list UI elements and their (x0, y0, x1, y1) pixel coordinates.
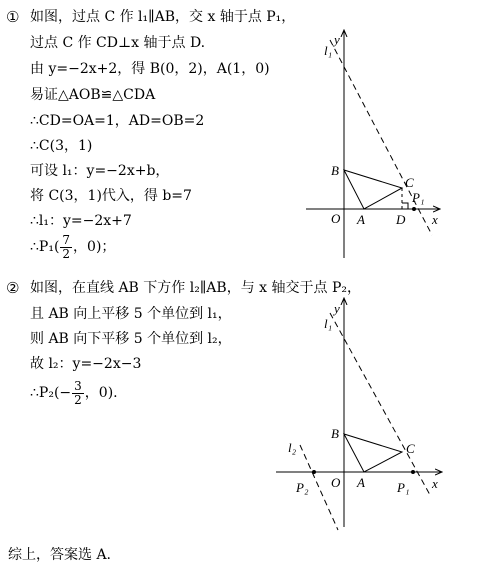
label-l2: l₂ (288, 440, 297, 455)
p1-numerator: 7 (62, 232, 71, 247)
p2-denominator: 2 (74, 392, 82, 407)
solution-line: ∴C(3，1) (30, 138, 93, 154)
point-p1 (411, 470, 415, 474)
solution-line: 易证△AOB≌△CDA (30, 87, 156, 103)
p1-suffix: ，0)； (73, 239, 116, 255)
label-a: A (357, 475, 365, 490)
p1-prefix: ∴P₁( (30, 239, 60, 255)
label-l1: l₁ (324, 43, 333, 58)
p2-numerator: 3 (74, 378, 82, 393)
label-c: C (406, 441, 415, 456)
triangle-abc (344, 434, 402, 472)
solution-line: 且 AB 向上平移 5 个单位到 l₁， (30, 306, 232, 322)
point-p2 (312, 470, 316, 474)
solution-line: 则 AB 向下平移 5 个单位到 l₂， (30, 331, 232, 347)
solution-line: 可设 l₁：y=−2x+b， (30, 163, 170, 179)
solution-line: 由 y=−2x+2，得 B(0，2)，A(1，0) (30, 61, 270, 77)
label-x: x (432, 212, 438, 227)
label-a: A (357, 212, 365, 227)
label-p1: P₁ (397, 480, 410, 495)
p1-denominator: 2 (62, 246, 71, 261)
conclusion: 综上，答案选 A. (8, 547, 112, 563)
step-marker-1: ① (6, 8, 20, 26)
label-y: y (334, 32, 340, 47)
line-l1 (330, 313, 430, 495)
label-l1: l₁ (324, 316, 333, 331)
step-marker-2: ② (6, 279, 20, 297)
label-b: B (331, 426, 339, 441)
label-p2: P₂ (296, 480, 309, 495)
label-o: O (331, 475, 341, 490)
p2-prefix: ∴P₂(− (30, 385, 72, 401)
label-b: B (331, 163, 339, 178)
label-c: C (405, 175, 414, 190)
solution-line: 将 C(3，1)代入，得 b=7 (30, 188, 192, 204)
solution-line: ∴l₁：y=−2x+7 (30, 213, 132, 229)
label-y: y (334, 301, 340, 316)
solution-line: 故 l₂：y=−2x−3 (30, 356, 142, 372)
solution-line: 如图，在直线 AB 下方作 l₂∥AB，与 x 轴交于点 P₂， (30, 280, 361, 296)
label-x: x (432, 476, 438, 491)
p2-suffix: ，0). (84, 385, 118, 401)
label-d: D (396, 212, 406, 227)
solution-line: 如图，过点 C 作 l₁∥AB，交 x 轴于点 P₁， (30, 9, 296, 25)
label-p1: P₁ (412, 190, 425, 205)
solution-line: 过点 C 作 CD⊥x 轴于点 D. (30, 35, 206, 51)
label-o: O (331, 211, 341, 226)
solution-line: ∴CD=OA=1，AD=OB=2 (30, 113, 205, 129)
